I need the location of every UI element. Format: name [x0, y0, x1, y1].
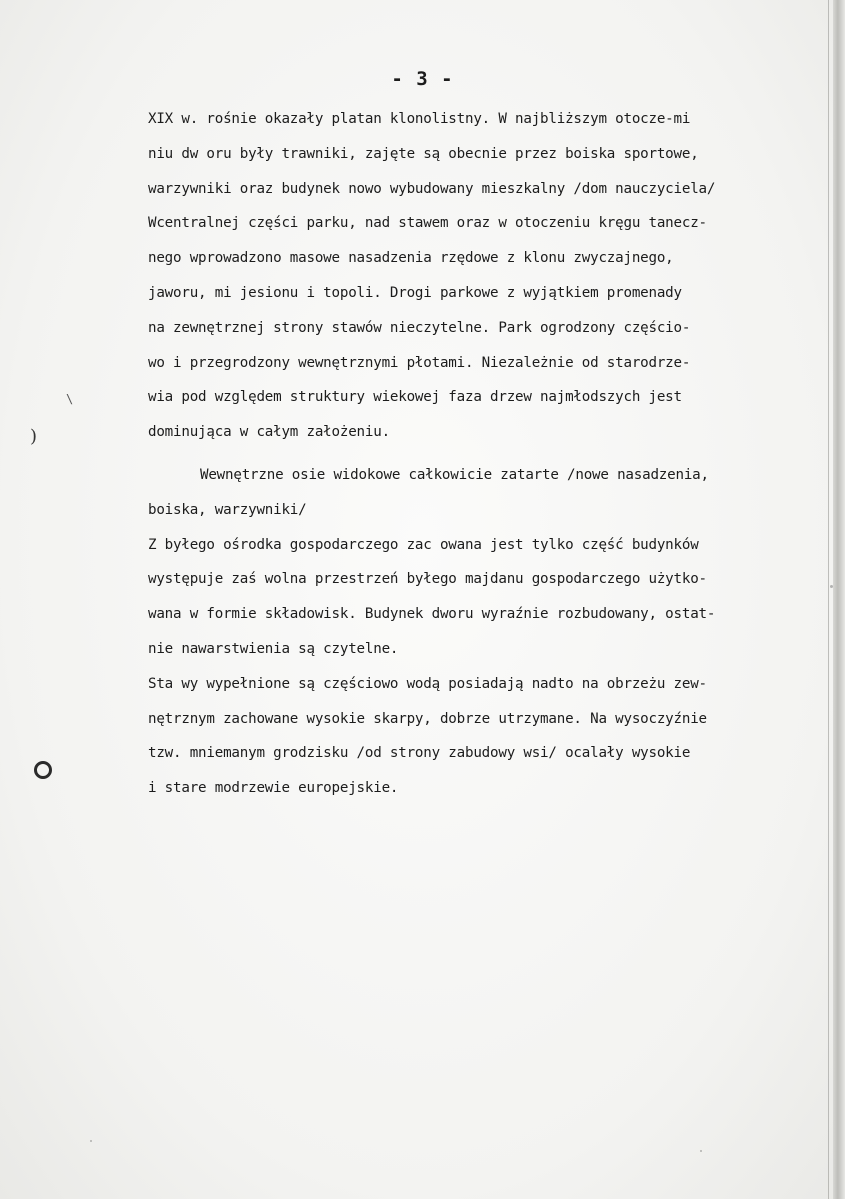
text-line: wia pod względem struktury wiekowej faza drzew najmłodszych jest — [148, 389, 682, 406]
scan-speck — [455, 540, 457, 542]
text-line: Wcentralnej części parku, nad stawem oraz w otoczeniu kręgu tanecz- — [148, 215, 707, 232]
text-line: niu dw oru były trawniki, zajęte są obecnie przez boiska sportowe, — [148, 145, 699, 162]
scan-speck — [830, 585, 833, 588]
text-line: nego wprowadzono masowe nasadzenia rzędowe z klonu zwyczajnego, — [148, 250, 674, 267]
text-line: boiska, warzywniki/ — [148, 501, 307, 518]
scan-speck — [470, 120, 472, 122]
punch-hole-mark — [34, 761, 52, 779]
text-line: wana w formie składowisk. Budynek dworu wyraźnie rozbudowany, ostat- — [148, 606, 716, 623]
text-line: Wewnętrzne osie widokowe całkowicie zatarte /nowe nasadzenia, — [200, 466, 709, 483]
body-text — [148, 102, 820, 806]
scan-edge — [833, 0, 845, 1199]
text-line: wo i przegrodzony wewnętrznymi płotami. Niezależnie od starodrze- — [148, 354, 691, 371]
scan-speck — [90, 1140, 92, 1142]
text-line: dominująca w całym założeniu. — [148, 424, 390, 441]
text-line: XIX w. rośnie okazały platan klonolistny. W najbliższym otocze-mi — [148, 111, 691, 127]
text-line: warzywniki oraz budynek nowo wybudowany mieszkalny /dom nauczyciela/ — [148, 180, 716, 197]
margin-mark: \ — [66, 392, 74, 406]
scan-speck — [700, 1150, 702, 1152]
text-line: i stare modrzewie europejskie. — [148, 780, 399, 797]
text-line: na zewnętrznej strony stawów nieczytelne. Park ogrodzony częścio- — [148, 319, 691, 336]
text-line: nie nawarstwienia są czytelne. — [148, 640, 399, 657]
text-line: Z byłego ośrodka gospodarczego zac owana jest tylko część budynków — [148, 536, 699, 553]
page-number: - 3 - — [391, 68, 454, 90]
scan-edge-line — [828, 0, 829, 1199]
text-line: jaworu, mi jesionu i topoli. Drogi parkowe z wyjątkiem promenady — [148, 284, 682, 301]
text-line: występuje zaś wolna przestrzeń byłego majdanu gospodarczego użytko- — [148, 571, 707, 588]
margin-mark: ) — [30, 426, 38, 447]
text-line: tzw. mniemanym grodzisku /od strony zabudowy wsi/ ocalały wysokie — [148, 745, 691, 762]
text-line: Sta wy wypełnione są częściowo wodą posiadają nadto na obrzeżu zew- — [148, 675, 707, 692]
text-line: nętrznym zachowane wysokie skarpy, dobrze utrzymane. Na wysoczyźnie — [148, 710, 707, 727]
